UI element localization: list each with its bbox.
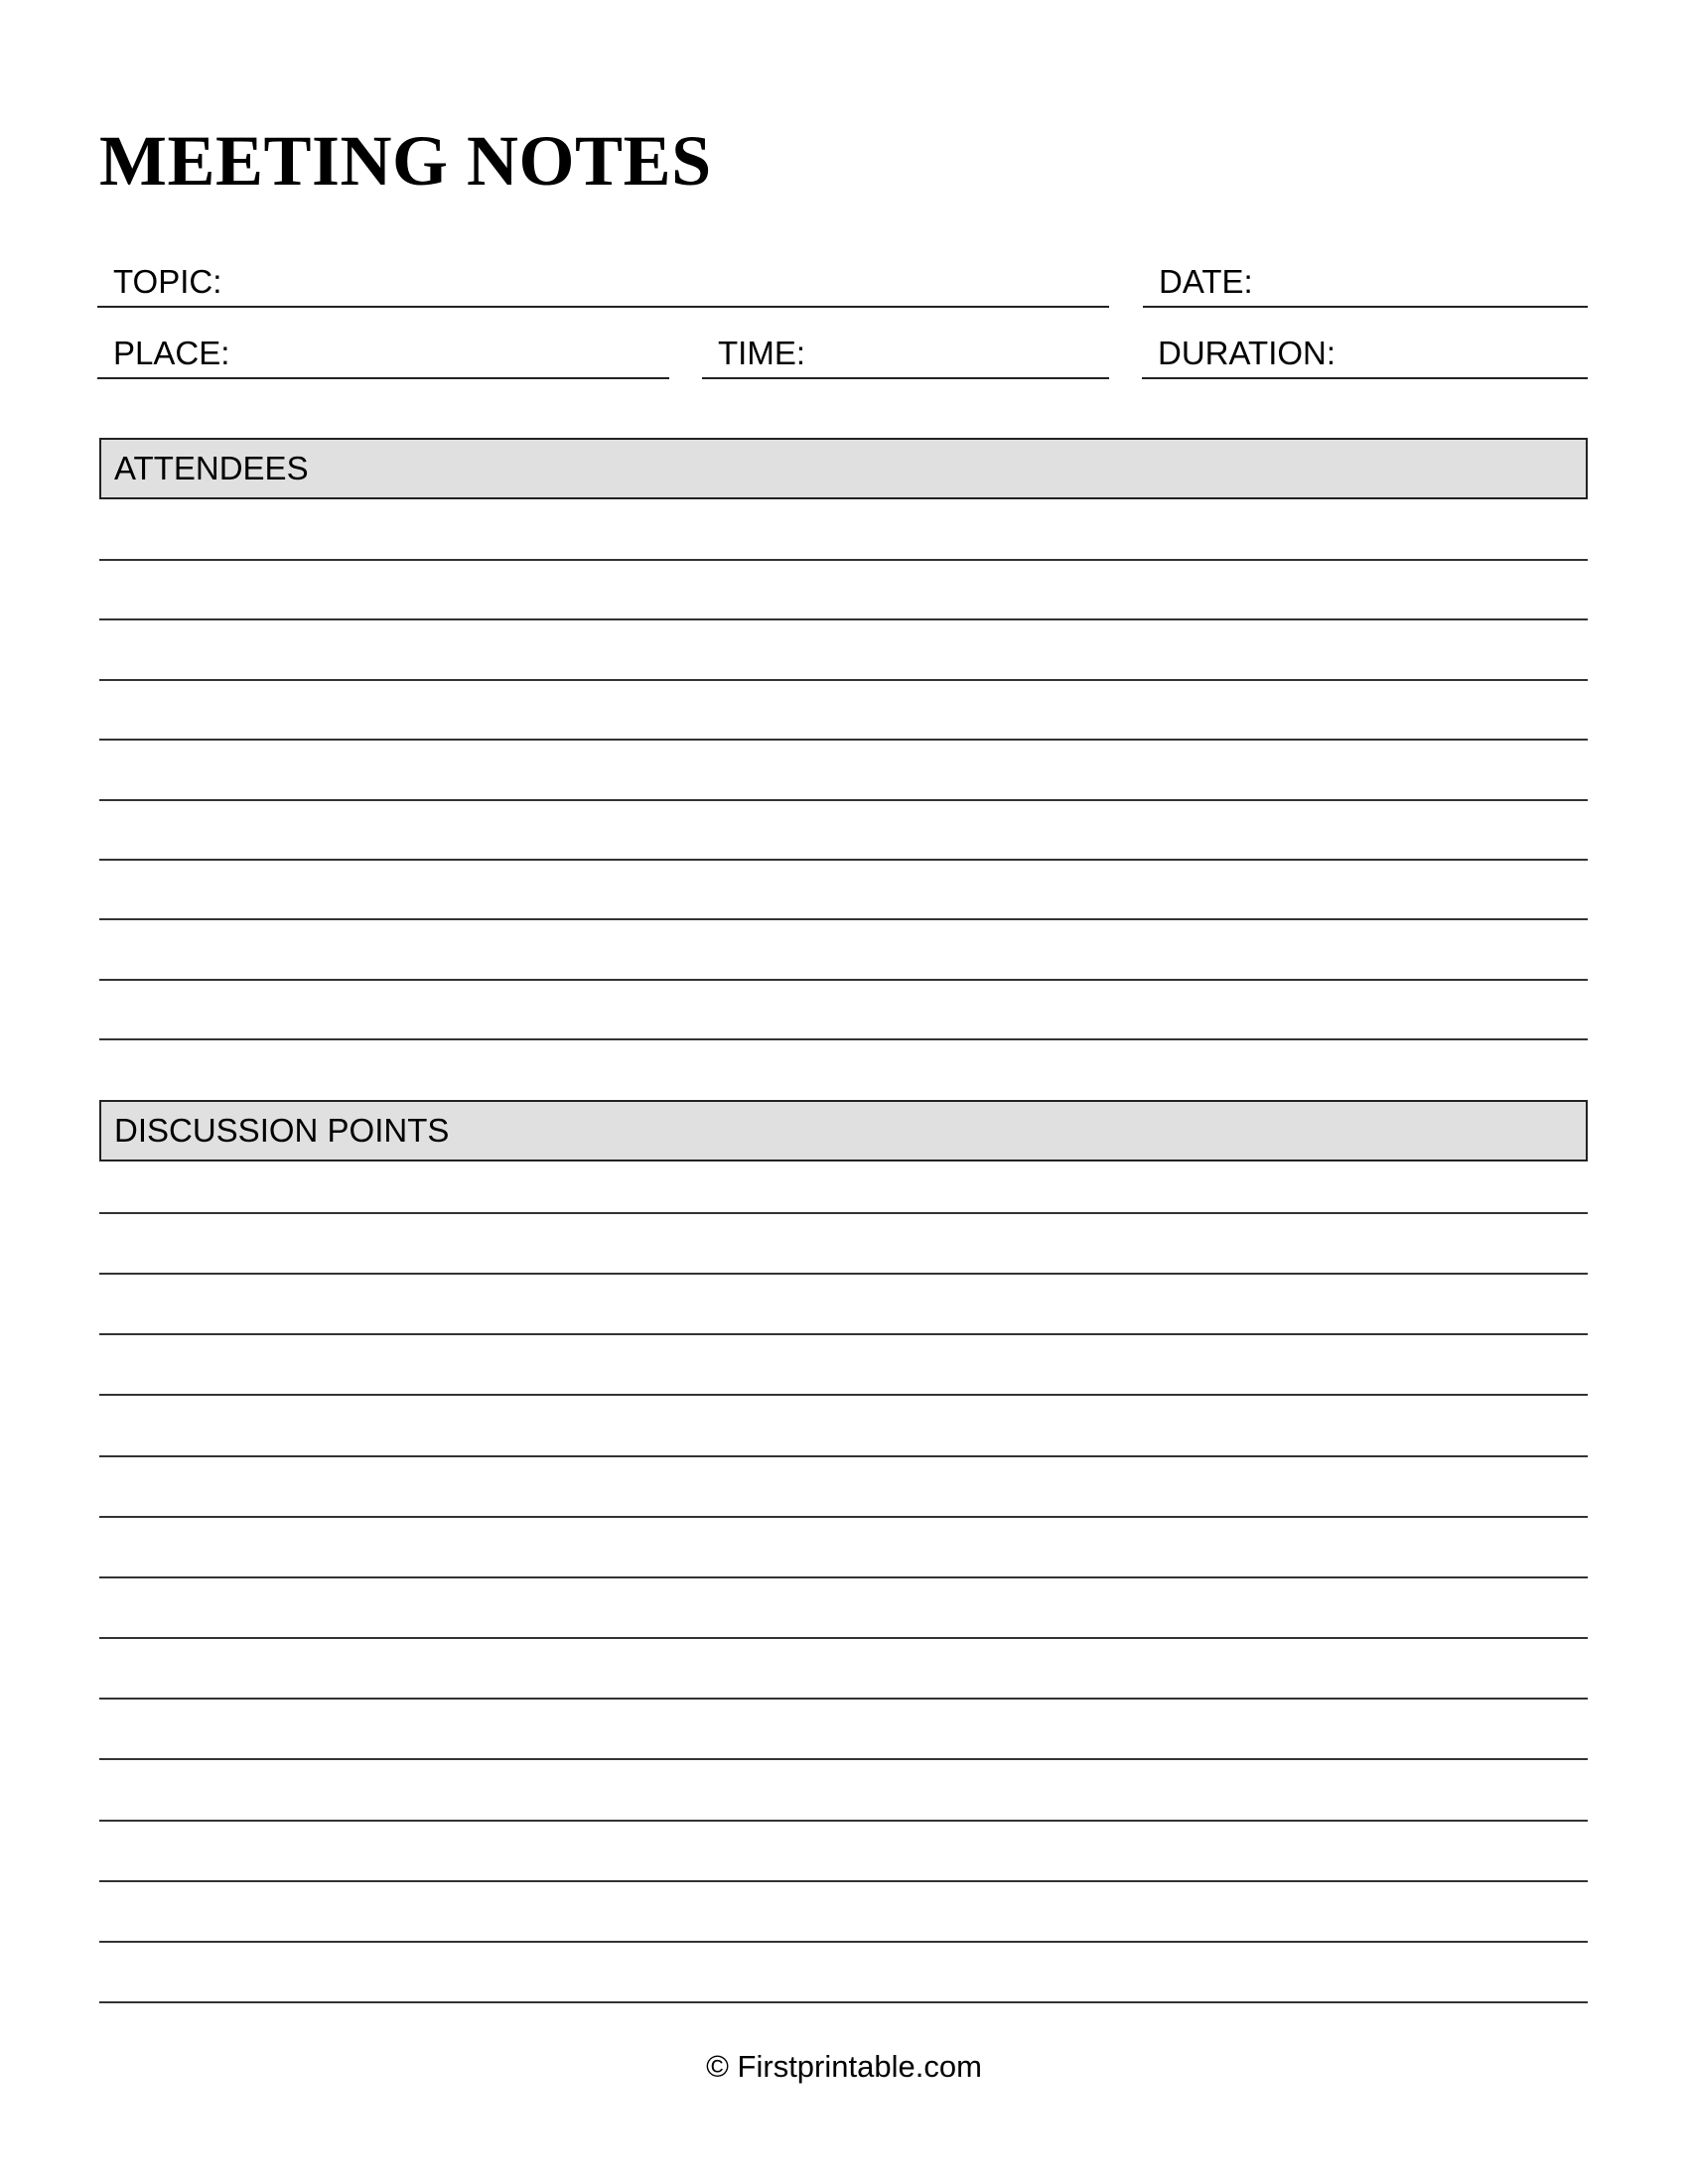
- discussion-writing-line[interactable]: [99, 1637, 1588, 1639]
- attendee-writing-line[interactable]: [99, 859, 1588, 861]
- discussion-writing-line[interactable]: [99, 1941, 1588, 1943]
- date-field[interactable]: [1143, 263, 1588, 308]
- attendee-writing-line[interactable]: [99, 918, 1588, 920]
- discussion-writing-line[interactable]: [99, 1758, 1588, 1760]
- discussion-writing-line[interactable]: [99, 1212, 1588, 1214]
- attendees-label: ATTENDEES: [114, 450, 309, 486]
- place-label: PLACE:: [113, 335, 230, 371]
- discussion-writing-line[interactable]: [99, 1698, 1588, 1700]
- attendee-writing-line[interactable]: [99, 559, 1588, 561]
- discussion-writing-line[interactable]: [99, 1820, 1588, 1822]
- discussion-writing-line[interactable]: [99, 1455, 1588, 1457]
- discussion-writing-line[interactable]: [99, 1576, 1588, 1578]
- date-label: DATE:: [1159, 263, 1253, 300]
- discussion-writing-line[interactable]: [99, 1333, 1588, 1335]
- time-label: TIME:: [718, 335, 805, 371]
- discussion-points-label: DISCUSSION POINTS: [114, 1112, 450, 1149]
- footer-copyright: © Firstprintable.com: [706, 2049, 982, 2084]
- topic-field[interactable]: [97, 263, 1109, 308]
- attendee-writing-line[interactable]: [99, 799, 1588, 801]
- discussion-writing-line[interactable]: [99, 1273, 1588, 1275]
- attendee-writing-line[interactable]: [99, 739, 1588, 741]
- duration-field[interactable]: [1142, 335, 1588, 379]
- duration-label: DURATION:: [1158, 335, 1336, 371]
- attendee-writing-line[interactable]: [99, 1038, 1588, 1040]
- discussion-writing-line[interactable]: [99, 1880, 1588, 1882]
- topic-label: TOPIC:: [113, 263, 222, 300]
- discussion-writing-line[interactable]: [99, 2001, 1588, 2003]
- page-title: MEETING NOTES: [99, 121, 712, 201]
- discussion-writing-line[interactable]: [99, 1394, 1588, 1396]
- attendee-writing-line[interactable]: [99, 618, 1588, 620]
- attendee-writing-line[interactable]: [99, 679, 1588, 681]
- place-field[interactable]: [97, 335, 669, 379]
- discussion-writing-line[interactable]: [99, 1516, 1588, 1518]
- time-field[interactable]: [702, 335, 1109, 379]
- attendee-writing-line[interactable]: [99, 979, 1588, 981]
- discussion-points-header: [99, 1100, 1588, 1161]
- attendees-header: [99, 438, 1588, 499]
